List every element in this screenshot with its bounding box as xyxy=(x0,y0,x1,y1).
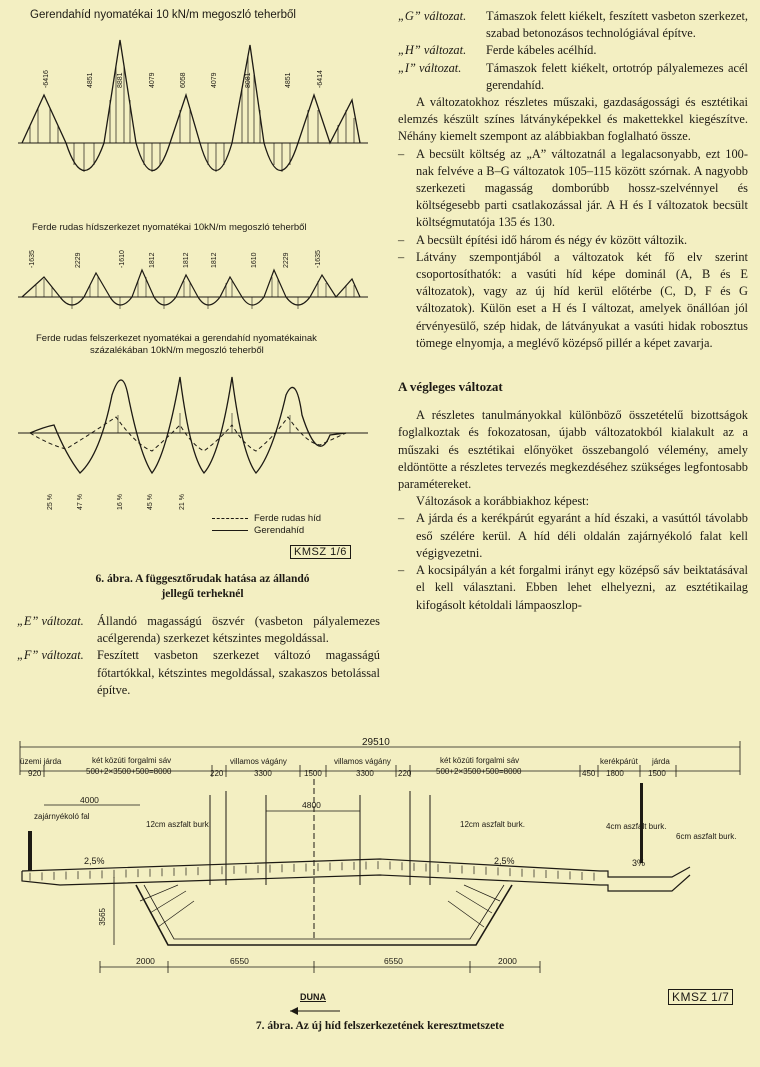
bullet-appearance: – Látvány szempontjából a változatok két fő elv szerint csoportosíthatók: a vasúti híd képe dominál (A, B és E változatok), vagy az új híd kerül előtérbe (C, D, F és G változatok). Külön eset a H és I változat, amelyek önállóan jól érvényesülő, szép hidak, de látványukat a vasúti hidak robosztus tömege elnyomja, a meglévő középső pillér a képet zavarja. xyxy=(398,249,748,352)
fig7-label-4000: 4000 xyxy=(80,795,99,805)
variant-f-label: „F” változat. xyxy=(17,648,84,663)
diagram1-values-label: 4851 xyxy=(87,72,94,88)
variant-g xyxy=(398,8,748,42)
variant-f-text: Feszített vasbeton szerkezet változó magasságú főtartókkal, kétszintes megoldással, szakaszos betolással építve. xyxy=(97,648,380,697)
variant-h-text: Ferde kábeles acélhíd. xyxy=(486,43,597,58)
diagram1-values-label: 8081 xyxy=(245,72,252,88)
diagram3-values-label: 25 % xyxy=(47,494,54,510)
fig7-label-2000a: 2000 xyxy=(136,956,155,966)
fig7-label-zajarnyekolo: zajárnyékoló fal xyxy=(34,812,90,821)
fig7-label-4800: 4800 xyxy=(302,800,321,810)
fig7-label-6550b: 6550 xyxy=(384,956,403,966)
diagram2-values-label: 1812 xyxy=(183,252,190,268)
diagram1-values-label: 6058 xyxy=(180,72,187,88)
diagram2-values-label: 2229 xyxy=(283,252,290,268)
bullet-time-text: A becsült építési idő három és négy év között változik. xyxy=(416,232,688,247)
left-column-text xyxy=(17,613,380,699)
diagram2-values-label: -1610 xyxy=(119,250,126,268)
fig7-label-450: 450 xyxy=(582,769,596,778)
fig7-label-slope-1: 2,5% xyxy=(84,856,105,866)
fig7-label-6550a: 6550 xyxy=(230,956,249,966)
diagram1-values-label: 4851 xyxy=(285,72,292,88)
fig7-label-920: 920 xyxy=(28,769,42,778)
diagram1-values-label: 4079 xyxy=(211,72,218,88)
fig7-label-3300b: 3300 xyxy=(356,769,374,778)
fig6-caption-line2: jellegű terheknél xyxy=(161,588,244,600)
diagram3-values-label: 45 % xyxy=(147,494,154,510)
fig6-diagram1-values xyxy=(0,60,380,120)
paragraph-evaluation: A változatokhoz részletes műszaki, gazdaságossági és esztétikai elemzés készült színes látványképekkel és makettekkel kiegészítve. Néhány kiemelt szempont az alábbiakban foglalható össze. xyxy=(398,95,748,144)
bullet-sidewalk: – A járda és a kerékpárút egyaránt a híd északi, a vasúttól távolabb eső szélére kerül. A híd déli oldalán zajárnyékoló falat kell végigvezetni. xyxy=(398,510,748,562)
variant-i-text: Támaszok felett kiékelt, ortotróp pályalemezes acél gerendahíd. xyxy=(486,60,748,92)
variant-e-label: „E” változat. xyxy=(17,614,84,628)
fig7-label-1500b: 1500 xyxy=(648,769,666,778)
fig7-label-ket-kozuti-2: két közúti forgalmi sáv xyxy=(440,756,520,765)
fig7-label-villamos-1: villamos vágány xyxy=(230,757,287,766)
variant-e-text: Állandó magasságú öszvér (vasbeton pályalemezes acélgerenda) szerkezet kétszintes megoldással. xyxy=(97,614,380,646)
paragraph-final: A részletes tanulmányokkal különböző összetételű bizottságok foglalkoztak és fokozatosan, újabb változatokból kialakult az a műszaki és esztétikai előnyöket összebangoló vélemény, amely eldöntötte a részletes tervezés megkezdéséhez szükséges legfontosabb paramétereket. xyxy=(398,408,748,492)
diagram3-values-label: 47 % xyxy=(77,494,84,510)
variant-i-label: „I” változat. xyxy=(398,60,462,75)
fig7-label-slope-2: 2,5% xyxy=(494,856,515,866)
fig7-label-uzemi: üzemi járda xyxy=(20,757,62,766)
fig6-diagram3-title-line1: Ferde rudas felszerkezet nyomatékai a gerendahíd nyomatékainak xyxy=(36,333,317,344)
bullet-sidewalk-text: A járda és a kerékpárút egyaránt a híd északi, a vasúttól távolabb eső szélére kerül. A híd déli oldalán zajárnyékoló falat kell végigvezetni. xyxy=(416,511,748,560)
diagram1-values-label: 4079 xyxy=(149,72,156,88)
legend-dashed-item xyxy=(212,513,321,525)
section-heading: A végleges változat xyxy=(398,379,503,395)
variant-g-text: Támaszok felett kiékelt, feszített vasbeton szerkezet, szabad betonozásos technológiával építve. xyxy=(486,9,748,41)
variant-h-label: „H” változat. xyxy=(398,43,467,58)
paragraph-changes: Változások a korábbiakhoz képest: xyxy=(416,494,590,509)
right-column-text xyxy=(398,8,748,614)
diagram1-values-label: -6414 xyxy=(317,70,324,88)
fig7-label-220b: 220 xyxy=(398,769,412,778)
fig7-label-aszfalt-4: 6cm aszfalt burk. xyxy=(676,832,737,841)
fig7-label-3565: 3565 xyxy=(98,908,107,926)
diagram2-values-label: 1610 xyxy=(251,252,258,268)
bullet-lanes: – A kocsipályán a két forgalmi irányt egy középső sáv beiktatásával el kell választani. Ebben lehet elhelyezni, az esztétikailag kifogásolt kétoldali lámpaoszlop- xyxy=(398,562,748,614)
fig7-label-1800: 1800 xyxy=(606,769,624,778)
bullet-appearance-text: Látvány szempontjából a változatok két fő elv szerint csoportosíthatók: a vasúti híd képe dominál (A, B és E változatok), vagy az új híd kerül előtérbe (C, D, F és G változatok). Külön eset a H és I változat, amelyek önállóan jól érvényesülő, szép hidak, de látványukat a vasúti hidak robosztus tömege elnyomja, a meglévő középső pillér a képet zavarja. xyxy=(416,249,748,350)
diagram1-values-label: -6416 xyxy=(43,70,50,88)
legend-solid-label: Gerendahíd xyxy=(254,525,305,536)
fig7-label-lanes-1: 500+2×3500+500=8000 xyxy=(86,767,172,776)
fig7-label-lanes-2: 500+2×3500+500=8000 xyxy=(436,767,522,776)
fig7-stamp: KMSZ 1/7 xyxy=(668,989,733,1005)
fig7-label-slope-3: 3% xyxy=(632,858,646,868)
fig7-label-3300a: 3300 xyxy=(254,769,272,778)
fig7-label-jarda: járda xyxy=(652,757,670,766)
bullet-time: – A becsült építési idő három és négy év között változik. xyxy=(398,232,748,249)
fig6-legend xyxy=(212,513,321,537)
variant-h xyxy=(398,42,748,59)
fig7-cross-section xyxy=(0,735,760,1055)
fig6-caption xyxy=(25,572,380,602)
variant-i xyxy=(398,60,748,94)
bullet-cost-text: A becsült költség az „A” változatnál a legalacsonyabb, ezt 100-nak felvéve a B–G változatok 105–115 között szórnak. A nagyobb szerkezeti magasság domborúbb hossz-szelvénnyel és költségesebb parti csatlakozással jár. A H és I változatok becsült költségmutatója 135 és 130. xyxy=(416,146,748,230)
diagram2-values-label: 2229 xyxy=(75,252,82,268)
legend-solid-item xyxy=(212,525,321,537)
fig7-label-ket-kozuti-1: két közúti forgalmi sáv xyxy=(92,756,172,765)
fig7-label-aszfalt-1: 12cm aszfalt burk. xyxy=(146,820,211,829)
diagram3-values-label: 21 % xyxy=(179,494,186,510)
fig7-label-2000b: 2000 xyxy=(498,956,517,966)
fig6-diagram2-values xyxy=(0,240,380,300)
diagram1-values-label: 8881 xyxy=(117,72,124,88)
fig7-label-1500: 1500 xyxy=(304,769,322,778)
fig7-label-duna: DUNA xyxy=(300,992,326,1002)
fig6-diagram1-title: Gerendahíd nyomatékai 10 kN/m megoszló teherből xyxy=(30,9,296,21)
diagram2-values-label: -1635 xyxy=(29,250,36,268)
fig6-caption-line1: 6. ábra. A függesztőrudak hatása az állandó xyxy=(95,573,310,585)
fig7-label-aszfalt-2: 12cm aszfalt burk. xyxy=(460,820,525,829)
legend-dashed-label: Ferde rudas híd xyxy=(254,513,322,524)
fig6-diagram2-title: Ferde rudas hídszerkezet nyomatékai 10kN/m megoszló teherből xyxy=(32,222,307,233)
fig6-diagram3-values xyxy=(0,480,380,520)
diagram2-values-label: 1812 xyxy=(211,252,218,268)
bullet-lanes-text: A kocsipályán a két forgalmi irányt egy középső sáv beiktatásával el kell választani. Ebben lehet elhelyezni, az esztétikailag kifogásolt kétoldali lámpaoszlop- xyxy=(416,563,748,612)
fig7-caption: 7. ábra. Az új híd felszerkezetének keresztmetszete xyxy=(255,1020,505,1032)
fig6-diagram3-title-line2: százalékában 10kN/m megoszló teherből xyxy=(90,345,264,356)
fig7-label-220a: 220 xyxy=(210,769,224,778)
variant-e xyxy=(17,613,380,647)
diagram2-values-label: 1812 xyxy=(149,252,156,268)
variant-g-label: „G” változat. xyxy=(398,9,467,23)
diagram2-values-label: -1635 xyxy=(315,250,322,268)
variant-f xyxy=(17,647,380,699)
fig6-stamp: KMSZ 1/6 xyxy=(290,545,351,559)
fig7-total-width: 29510 xyxy=(362,737,390,748)
diagram3-values-label: 16 % xyxy=(117,494,124,510)
bullet-cost: – A becsült költség az „A” változatnál a legalacsonyabb, ezt 100-nak felvéve a B–G változatok 105–115 között szórnak. A nagyobb szerkezeti magasság domborúbb hossz-szelvénnyel és költségesebb parti csatlakozással jár. A H és I változatok becsült költségmutatója 135 és 130. xyxy=(398,146,748,232)
fig7-label-villamos-2: villamos vágány xyxy=(334,757,391,766)
fig7-label-kerekparut: kerékpárút xyxy=(600,757,638,766)
fig7-label-aszfalt-3: 4cm aszfalt burk. xyxy=(606,822,667,831)
